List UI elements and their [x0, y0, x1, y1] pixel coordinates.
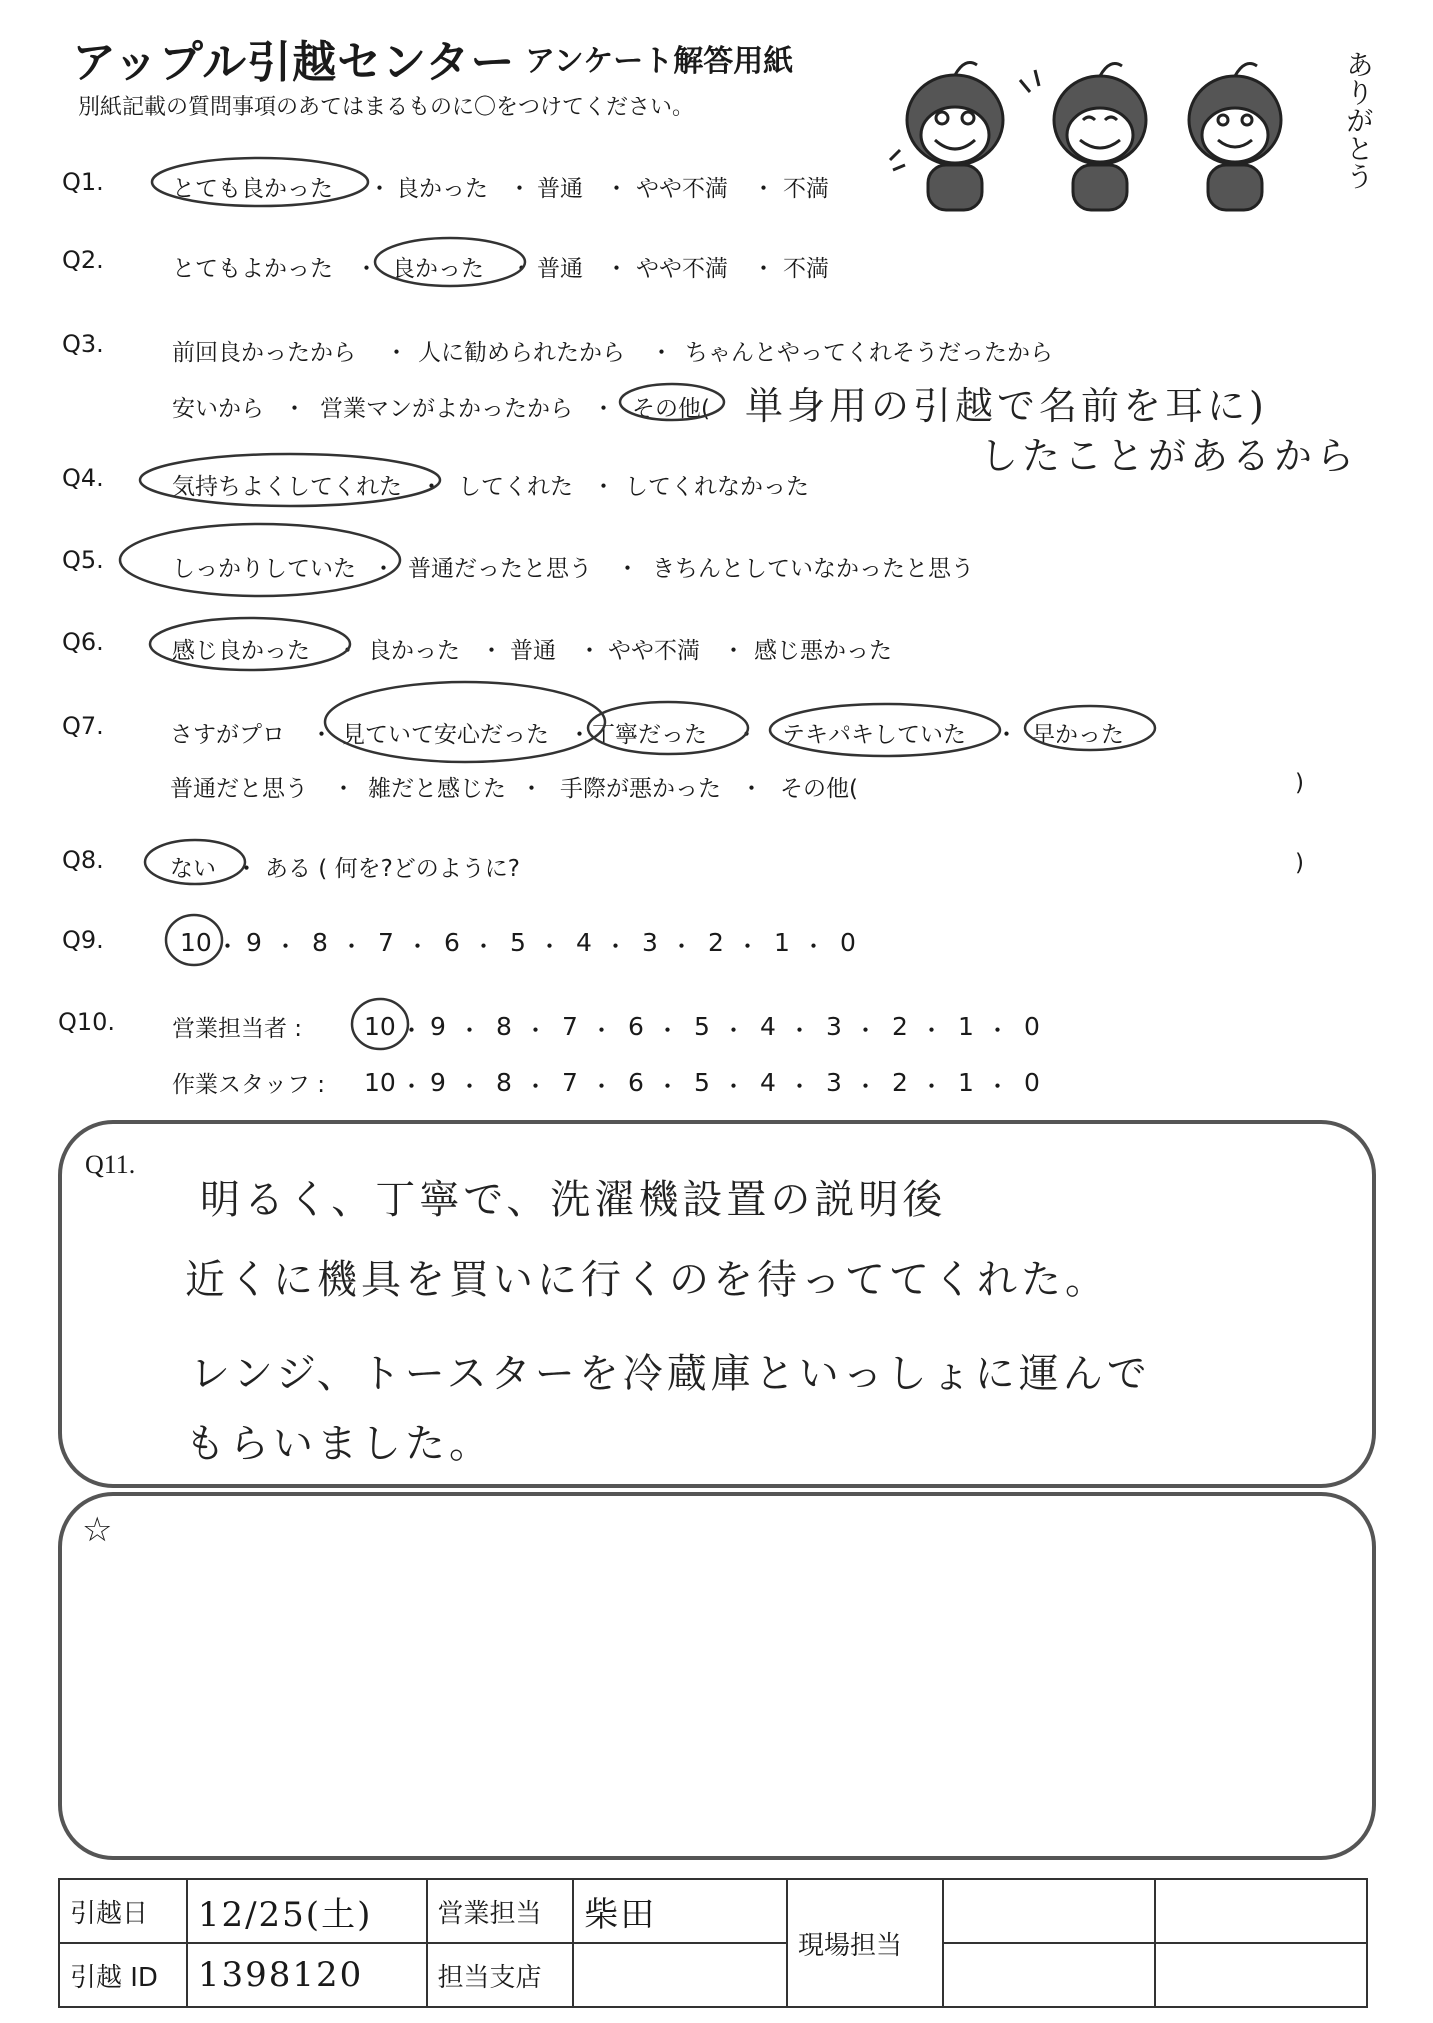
q4-sep: ・	[592, 474, 615, 500]
q10-staff-scale-value[interactable]: 10	[364, 1068, 396, 1097]
q9-scale-value[interactable]: 1	[774, 928, 790, 957]
comment-box[interactable]	[58, 1492, 1376, 1860]
q3-sep: ・	[592, 396, 615, 422]
q10-staff-scale-sep: ・	[590, 1074, 613, 1100]
q5-sep: ・	[372, 556, 395, 582]
q8-option-none[interactable]: ない	[170, 856, 216, 882]
q9-scale-value[interactable]: 10	[180, 928, 212, 957]
q9-scale-sep: ・	[216, 934, 239, 960]
mascot-illustration	[880, 40, 1320, 220]
q8-close-paren: )	[1295, 850, 1304, 876]
q4-option-not-kind[interactable]: してくれなかった	[625, 474, 809, 500]
q10-label: Q10.	[58, 1008, 116, 1036]
q5-sep: ・	[616, 556, 639, 582]
q7-option-reassuring[interactable]: 見ていて安心だった	[342, 722, 549, 748]
site-cell-4[interactable]	[1155, 1943, 1367, 2007]
q10-staff-scale-value[interactable]: 2	[892, 1068, 908, 1097]
q11-line-3: レンジ、トースターを冷蔵庫といっしょに運んで	[190, 1351, 1151, 1397]
q10-staff-scale-sep: ・	[920, 1074, 943, 1100]
q7-sep: ・	[332, 776, 355, 802]
q9-scale-value[interactable]: 5	[510, 928, 526, 957]
q2-sep: ・	[752, 256, 775, 282]
q10-sales-scale-value[interactable]: 1	[958, 1012, 974, 1041]
q3-other-answer-line1: 単身用の引越で名前を耳に)	[745, 384, 1268, 428]
q3-sep: ・	[650, 340, 673, 366]
q1-sep: ・	[752, 176, 775, 202]
q9-scale-sep: ・	[538, 934, 561, 960]
q7-option-professional[interactable]: さすがプロ	[170, 722, 285, 748]
star-icon: ☆	[82, 1510, 113, 1550]
q8-sep: ・	[235, 856, 258, 882]
q5-label: Q5.	[62, 546, 104, 574]
q10-sales-scale-value[interactable]: 4	[760, 1012, 776, 1041]
q8-label: Q8.	[62, 846, 104, 874]
q7-sep: ・	[995, 722, 1018, 748]
q11-line-1: 明るく、丁寧で、洗濯機設置の説明後	[200, 1177, 947, 1223]
q3-option-previous[interactable]: 前回良かったから	[172, 340, 356, 366]
q7-option-fast[interactable]: 早かった	[1032, 722, 1124, 748]
q9-scale-value[interactable]: 0	[840, 928, 856, 957]
q10-sales-scale-value[interactable]: 2	[892, 1012, 908, 1041]
q6-sep: ・	[336, 638, 359, 664]
q3-sep: ・	[385, 340, 408, 366]
q2-label: Q2.	[62, 246, 104, 274]
q1-sep: ・	[605, 176, 628, 202]
q7-option-polite[interactable]: 丁寧だった	[592, 722, 707, 748]
q11-line-2: 近くに機具を買いに行くのを待っててくれた。	[185, 1257, 1109, 1303]
q7-sep: ・	[735, 722, 758, 748]
q9-scale-value[interactable]: 8	[312, 928, 328, 957]
q10-sales-scale-value[interactable]: 0	[1024, 1012, 1040, 1041]
q10-staff-scale-value[interactable]: 5	[694, 1068, 710, 1097]
q7-option-clumsy[interactable]: 手際が悪かった	[560, 776, 721, 802]
q10-sales-scale-sep: ・	[920, 1018, 943, 1044]
q10-sales-label: 営業担当者 :	[172, 1016, 303, 1042]
q7-sep: ・	[520, 776, 543, 802]
q3-sep: ・	[283, 396, 306, 422]
q3-label: Q3.	[62, 330, 104, 358]
q10-sales-scale-sep: ・	[854, 1018, 877, 1044]
sales-label: 営業担当	[427, 1879, 574, 1943]
q6-sep: ・	[722, 638, 745, 664]
q2-option-very-good[interactable]: とてもよかった	[172, 256, 333, 282]
site-cell-3[interactable]	[943, 1943, 1155, 2007]
q6-option-good[interactable]: 良かった	[368, 638, 460, 664]
q9-scale-value[interactable]: 4	[576, 928, 592, 957]
q4-option-very-kind[interactable]: 気持ちよくしてくれた	[172, 474, 402, 500]
q9-label: Q9.	[62, 926, 104, 954]
q10-sales-scale-sep: ・	[524, 1018, 547, 1044]
q9-scale-value[interactable]: 7	[378, 928, 394, 957]
q5-option-not-proper[interactable]: きちんとしていなかったと思う	[652, 556, 974, 582]
q3-option-recommended[interactable]: 人に勧められたから	[418, 340, 625, 366]
q10-staff-scale-sep: ・	[458, 1074, 481, 1100]
q10-sales-scale-value[interactable]: 6	[628, 1012, 644, 1041]
q9-scale-sep: ・	[670, 934, 693, 960]
q3-option-other[interactable]: その他(	[632, 396, 710, 422]
q9-scale-sep: ・	[736, 934, 759, 960]
q1-option-very-good[interactable]: とても良かった	[172, 176, 333, 202]
q9-scale-sep: ・	[406, 934, 429, 960]
branch-label: 担当支店	[427, 1943, 574, 2007]
q10-staff-scale-sep: ・	[656, 1074, 679, 1100]
q10-sales-scale-sep: ・	[722, 1018, 745, 1044]
q4-option-kind[interactable]: してくれた	[458, 474, 573, 500]
q7-close-paren: )	[1295, 770, 1304, 796]
sales-value[interactable]: 柴田	[573, 1879, 787, 1943]
q5-option-normal[interactable]: 普通だったと思う	[408, 556, 592, 582]
q10-staff-scale-value[interactable]: 7	[562, 1068, 578, 1097]
q5-option-solid[interactable]: しっかりしていた	[172, 556, 356, 582]
q2-sep: ・	[510, 256, 533, 282]
q4-sep: ・	[420, 474, 443, 500]
mascot-caption: ありがとう	[1342, 50, 1375, 190]
move-id-label: 引越 ID	[59, 1943, 187, 2007]
q10-sales-scale-value[interactable]: 5	[694, 1012, 710, 1041]
q1-option-good[interactable]: 良かった	[396, 176, 488, 202]
q10-sales-scale-sep: ・	[590, 1018, 613, 1044]
q2-sep: ・	[605, 256, 628, 282]
q10-staff-scale-value[interactable]: 4	[760, 1068, 776, 1097]
q6-option-very-nice[interactable]: 感じ良かった	[172, 638, 310, 664]
q2-option-dissatisfied[interactable]: 不満	[783, 256, 829, 282]
q6-option-somewhat-dissatisfied[interactable]: やや不満	[608, 638, 700, 664]
q3-option-reliable[interactable]: ちゃんとやってくれそうだったから	[685, 340, 1053, 366]
q6-option-normal[interactable]: 普通	[510, 638, 556, 664]
q6-sep: ・	[480, 638, 503, 664]
q10-staff-scale-sep: ・	[722, 1074, 745, 1100]
q9-scale-sep: ・	[802, 934, 825, 960]
q7-option-efficient[interactable]: テキパキしていた	[782, 722, 966, 748]
q10-staff-scale-value[interactable]: 8	[496, 1068, 512, 1097]
q9-scale-value[interactable]: 2	[708, 928, 724, 957]
q6-label: Q6.	[62, 628, 104, 656]
q10-staff-scale-sep: ・	[400, 1074, 423, 1100]
q7-sep: ・	[568, 722, 591, 748]
q10-staff-scale-sep: ・	[986, 1074, 1009, 1100]
q10-sales-scale-value[interactable]: 9	[430, 1012, 446, 1041]
q10-sales-scale-sep: ・	[986, 1018, 1009, 1044]
q3-option-cheap[interactable]: 安いから	[172, 396, 264, 422]
q1-option-normal[interactable]: 普通	[537, 176, 583, 202]
q7-option-normal[interactable]: 普通だと思う	[170, 776, 308, 802]
q1-sep: ・	[508, 176, 531, 202]
q11-label: Q11.	[85, 1150, 136, 1179]
q2-sep: ・	[355, 256, 378, 282]
q10-sales-scale-value[interactable]: 8	[496, 1012, 512, 1041]
q10-sales-scale-sep: ・	[458, 1018, 481, 1044]
q10-staff-scale-sep: ・	[788, 1074, 811, 1100]
q10-staff-scale-value[interactable]: 9	[430, 1068, 446, 1097]
q3-option-salesman[interactable]: 営業マンがよかったから	[320, 396, 573, 422]
q10-sales-scale-value[interactable]: 10	[364, 1012, 396, 1041]
site-cell-1[interactable]	[943, 1879, 1155, 1943]
q10-staff-scale-value[interactable]: 6	[628, 1068, 644, 1097]
q9-scale-sep: ・	[604, 934, 627, 960]
q9-scale-value[interactable]: 6	[444, 928, 460, 957]
q9-scale-value[interactable]: 9	[246, 928, 262, 957]
move-date-label: 引越日	[59, 1879, 187, 1943]
q10-sales-scale-sep: ・	[788, 1018, 811, 1044]
form-subtitle: アンケート解答用紙	[525, 44, 794, 79]
q7-option-other[interactable]: その他(	[780, 776, 858, 802]
q2-option-good[interactable]: 良かった	[392, 256, 484, 282]
q10-staff-scale-value[interactable]: 1	[958, 1068, 974, 1097]
q10-staff-scale-value[interactable]: 3	[826, 1068, 842, 1097]
q6-option-bad[interactable]: 感じ悪かった	[754, 638, 892, 664]
q10-sales-scale-sep: ・	[656, 1018, 679, 1044]
form-title: アップル引越センター	[72, 37, 516, 88]
site-cell-2[interactable]	[1155, 1879, 1367, 1943]
q1-option-dissatisfied[interactable]: 不満	[783, 176, 829, 202]
q4-label: Q4.	[62, 464, 104, 492]
move-date-value[interactable]: 12/25(土)	[187, 1879, 427, 1943]
q10-staff-scale-sep: ・	[524, 1074, 547, 1100]
q6-sep: ・	[578, 638, 601, 664]
q10-staff-scale-value[interactable]: 0	[1024, 1068, 1040, 1097]
q10-sales-scale-value[interactable]: 3	[826, 1012, 842, 1041]
q1-option-somewhat-dissatisfied[interactable]: やや不満	[636, 176, 728, 202]
q10-sales-scale-sep: ・	[400, 1018, 423, 1044]
q10-staff-scale-sep: ・	[854, 1074, 877, 1100]
q2-option-somewhat-dissatisfied[interactable]: やや不満	[636, 256, 728, 282]
site-label: 現場担当	[787, 1879, 943, 2007]
q11-line-4: もらいました。	[185, 1421, 493, 1467]
q7-option-sloppy[interactable]: 雑だと感じた	[368, 776, 506, 802]
instruction-text: 別紙記載の質問事項のあてはまるものに〇をつけてください。	[78, 95, 695, 120]
q9-scale-sep: ・	[340, 934, 363, 960]
q10-sales-scale-value[interactable]: 7	[562, 1012, 578, 1041]
branch-value[interactable]	[573, 1943, 787, 2007]
q1-sep: ・	[368, 176, 391, 202]
q10-staff-label: 作業スタッフ :	[172, 1072, 326, 1098]
q9-scale-value[interactable]: 3	[642, 928, 658, 957]
q9-scale-sep: ・	[274, 934, 297, 960]
q2-option-normal[interactable]: 普通	[537, 256, 583, 282]
footer-table	[58, 1878, 1368, 2008]
q8-option-some[interactable]: ある ( 何を?どのように?	[265, 856, 521, 882]
q1-label: Q1.	[62, 168, 104, 196]
q7-sep: ・	[310, 722, 333, 748]
move-id-value[interactable]: 1398120	[187, 1943, 427, 2007]
q9-scale-sep: ・	[472, 934, 495, 960]
q7-label: Q7.	[62, 712, 104, 740]
q3-other-answer-line2: したことがあるから	[980, 434, 1359, 478]
q7-sep: ・	[740, 776, 763, 802]
